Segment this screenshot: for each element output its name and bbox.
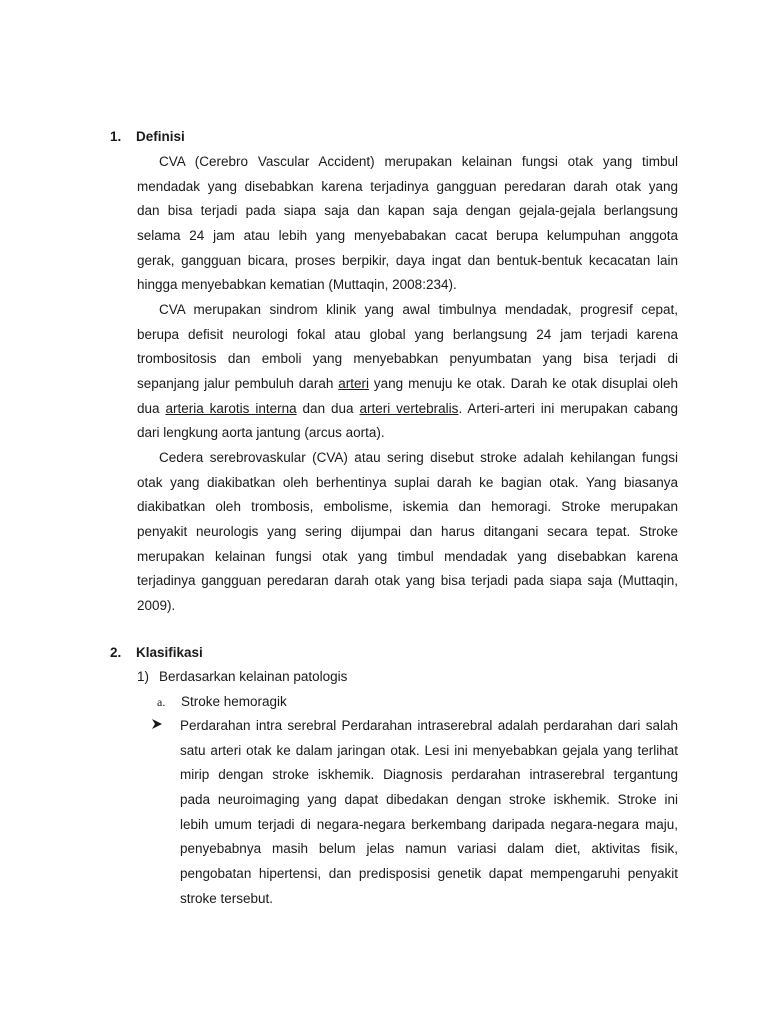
- text-run: yang menuju ke otak. Darah ke otak disuplai oleh: [369, 376, 679, 392]
- section-number: 2.: [110, 645, 122, 660]
- text-run: . Arteri-arteri ini merupakan cabang: [458, 400, 678, 416]
- list-item-label: Stroke hemoragik: [181, 694, 287, 709]
- list-marker: a.: [157, 695, 166, 709]
- list-item-label: Berdasarkan kelainan patologis: [159, 669, 348, 684]
- list-item-stroke-hemoragik: [157, 692, 287, 712]
- paragraph-line: pengobatan hipertensi, dan predisposisi genetik dapat mempengaruhi penyakit: [180, 866, 678, 882]
- paragraph-line: Cedera serebrovaskular (CVA) atau sering disebut stroke adalah kehilangan fungsi: [159, 450, 678, 465]
- paragraph-line: berupa defisit neurologi fokal atau global yang berlangsung 24 jam terjadi karena: [137, 326, 678, 342]
- paragraph-line: [137, 372, 678, 397]
- paragraph-line: 2009).: [137, 598, 176, 614]
- paragraph-cva-definition: [137, 150, 678, 298]
- paragraph-cva-syndrome: [137, 298, 678, 446]
- paragraph-line: otak yang diakibatkan oleh berhentinya suplai darah ke bagian otak. Yang biasanya: [137, 474, 678, 490]
- paragraph-line: dan bisa terjadi pada siapa saja dan kapan saja dengan gejala-gejala berlangsung: [137, 203, 678, 219]
- paragraph-line: CVA (Cerebro Vascular Accident) merupakan kelainan fungsi otak yang timbul: [159, 154, 678, 169]
- paragraph-line: mendadak yang disebabkan karena terjadinya gangguan peredaran darah otak yang: [137, 178, 678, 194]
- paragraph-line: satu arteri otak ke dalam jaringan otak. Lesi ini menyebabkan gejala yang terlihat: [180, 742, 678, 758]
- list-item-patologis: [137, 667, 347, 687]
- paragraph-line: diakibatkan oleh trombosis, embolisme, iskemia dan hemoragi. Stroke merupakan: [137, 499, 678, 515]
- paragraph-line: dari lengkung aorta jantung (arcus aorta).: [137, 425, 385, 441]
- paragraph-line: merupakan kelainan fungsi otak yang timbul mendadak yang disebabkan karena: [137, 548, 678, 564]
- list-marker: 1): [137, 669, 150, 684]
- paragraph-line: Perdarahan intra serebral Perdarahan intraserebral adalah perdarahan dari salah: [180, 718, 678, 733]
- section-title: Definisi: [136, 129, 185, 144]
- paragraph-line: penyebabnya masih belum jelas namun variasi dalam diet, aktivitas fisik,: [180, 841, 678, 857]
- section-heading-definisi: [110, 127, 185, 147]
- paragraph-cerebrovascular-injury: [137, 446, 678, 619]
- section-title: Klasifikasi: [136, 645, 203, 660]
- text-run: sepanjang jalur pembuluh darah: [137, 376, 339, 392]
- link-arteria-karotis-interna[interactable]: arteria karotis interna: [165, 400, 297, 416]
- paragraph-line: mirip dengan stroke iskhemik. Diagnosis perdarahan intraserebral tergantung: [180, 767, 678, 783]
- paragraph-line: lebih umum terjadi di negara-negara berkembang daripada negara-negara maju,: [180, 816, 678, 832]
- link-arteri[interactable]: arteri: [338, 376, 369, 392]
- paragraph-line: gerak, gangguan bicara, proses berpikir, daya ingat dan bentuk-bentuk kecacatan lain: [137, 252, 678, 268]
- paragraph-line: selama 24 jam atau lebih yang menyebabakan cacat berupa kelumpuhan anggota: [137, 228, 678, 244]
- text-run: dua: [137, 400, 166, 416]
- paragraph-perdarahan-intraserebral: [180, 714, 678, 912]
- paragraph-line: hingga menyebabkan kematian (Muttaqin, 2008:234).: [137, 277, 457, 293]
- paragraph-line: trombositosis dan emboli yang menyebabkan penyumbatan yang bisa terjadi di: [137, 351, 678, 367]
- paragraph-line: penyakit neurologis yang sering dijumpai dan harus ditangani secara tepat. Stroke: [137, 524, 678, 540]
- paragraph-line: [137, 397, 678, 422]
- section-heading-klasifikasi: [110, 643, 203, 663]
- paragraph-line: CVA merupakan sindrom klinik yang awal timbulnya mendadak, progresif cepat,: [159, 302, 678, 317]
- arrow-bullet-icon: [151, 718, 163, 730]
- section-number: 1.: [110, 129, 122, 144]
- paragraph-line: terjadinya gangguan peredaran darah otak yang bisa terjadi pada siapa saja (Muttaqin,: [137, 573, 678, 589]
- link-arteri-vertebralis[interactable]: arteri vertebralis: [359, 400, 459, 416]
- paragraph-line: stroke tersebut.: [180, 890, 274, 906]
- paragraph-line: pada neuroimaging yang dapat dibedakan dengan stroke iskhemik. Stroke ini: [180, 792, 678, 808]
- text-run: dan dua: [296, 400, 360, 416]
